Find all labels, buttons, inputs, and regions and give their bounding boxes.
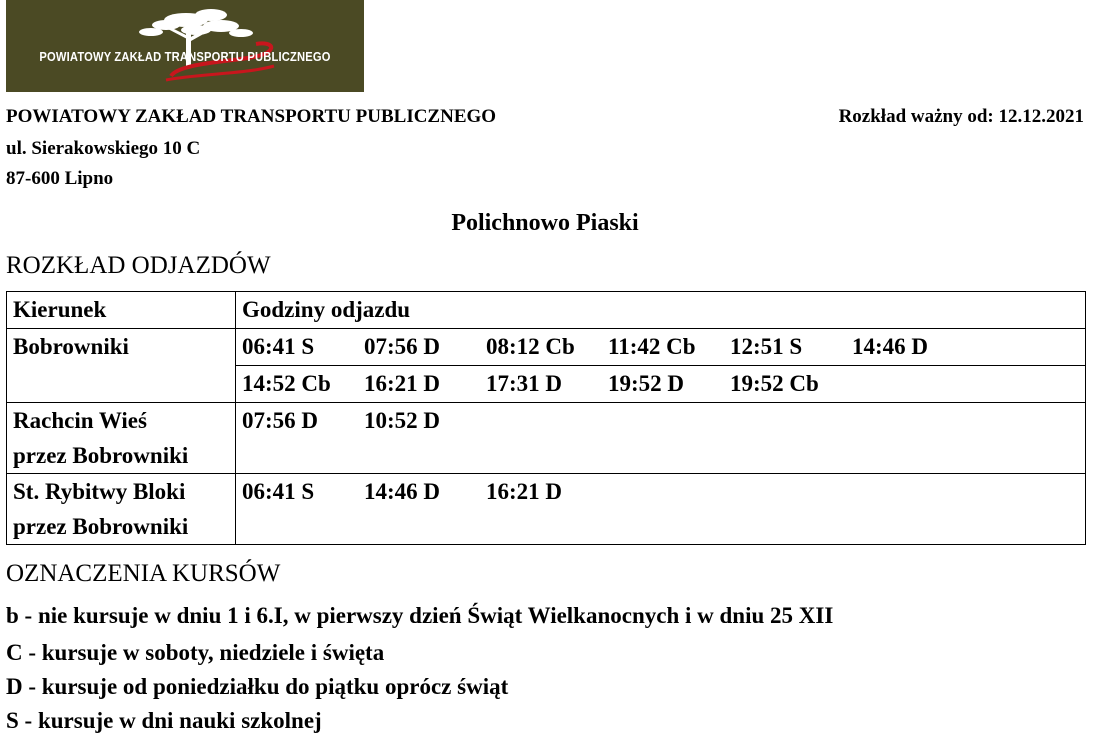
departure-time: 07:56 D bbox=[364, 334, 441, 359]
departure-time: 07:56 D bbox=[242, 408, 319, 433]
direction-cell: Bobrowniki bbox=[7, 329, 236, 403]
departure-time: 08:12 Cb bbox=[486, 334, 575, 359]
legend-item: C - kursuje w soboty, niedziele i święta bbox=[6, 640, 385, 665]
company-city: 87-600 Lipno bbox=[6, 168, 114, 189]
direction-line: St. Rybitwy Bloki bbox=[13, 479, 186, 504]
column-header-direction: Kierunek bbox=[7, 292, 236, 329]
table-row bbox=[7, 329, 1086, 366]
times-cell bbox=[236, 329, 1086, 366]
column-header-times: Godziny odjazdu bbox=[236, 292, 1086, 329]
direction-cell bbox=[7, 474, 236, 545]
company-logo bbox=[6, 0, 364, 92]
departure-time: 16:21 D bbox=[364, 371, 441, 396]
valid-from: Rozkład ważny od: 12.12.2021 bbox=[838, 106, 1084, 127]
departure-time: 19:52 D bbox=[608, 371, 685, 396]
stop-name: Polichnowo Piaski bbox=[451, 210, 639, 236]
departure-time: 16:21 D bbox=[486, 479, 563, 504]
direction-cell bbox=[7, 403, 236, 474]
timetable bbox=[6, 291, 1086, 545]
departure-time: 11:42 Cb bbox=[608, 334, 696, 359]
legend-item: S - kursuje w dni nauki szkolnej bbox=[6, 708, 322, 733]
table-row bbox=[7, 474, 1086, 545]
departure-time: 14:52 Cb bbox=[242, 371, 331, 396]
direction-line: przez Bobrowniki bbox=[13, 514, 189, 539]
direction-line: przez Bobrowniki bbox=[13, 443, 189, 468]
company-street: ul. Sierakowskiego 10 C bbox=[6, 138, 201, 159]
table-row bbox=[7, 403, 1086, 474]
legend-item: b - nie kursuje w dniu 1 i 6.I, w pierwszy dzień Świąt Wielkanocnych i w dniu 25 XII bbox=[6, 603, 834, 628]
times-cell bbox=[236, 403, 1086, 474]
departure-time: 17:31 D bbox=[486, 371, 563, 396]
logo-wordmark bbox=[31, 49, 339, 64]
schedule-title: ROZKŁAD ODJAZDÓW bbox=[6, 252, 271, 279]
logo-word-2: TRANSPORTU bbox=[164, 49, 245, 64]
direction-line: Rachcin Wieś bbox=[13, 408, 147, 433]
times-cell bbox=[236, 366, 1086, 403]
legend-item: D - kursuje od poniedziałku do piątku oprócz świąt bbox=[6, 674, 509, 699]
logo-word-1: POWIATOWY ZAKŁAD bbox=[39, 49, 162, 64]
legend-title: OZNACZENIA KURSÓW bbox=[6, 560, 281, 587]
table-header-row bbox=[7, 292, 1086, 329]
company-name: POWIATOWY ZAKŁAD TRANSPORTU PUBLICZNEGO bbox=[6, 106, 497, 127]
tree-logo-icon bbox=[6, 0, 364, 92]
times-cell bbox=[236, 474, 1086, 545]
departure-time: 06:41 S bbox=[242, 479, 315, 504]
logo-word-3: PUBLICZNEGO bbox=[247, 49, 331, 64]
departure-time: 06:41 S bbox=[242, 334, 315, 359]
departure-time: 19:52 Cb bbox=[730, 371, 819, 396]
departure-time: 12:51 S bbox=[730, 334, 803, 359]
departure-time: 14:46 D bbox=[364, 479, 441, 504]
departure-time: 10:52 D bbox=[364, 408, 441, 433]
departure-time: 14:46 D bbox=[852, 334, 929, 359]
